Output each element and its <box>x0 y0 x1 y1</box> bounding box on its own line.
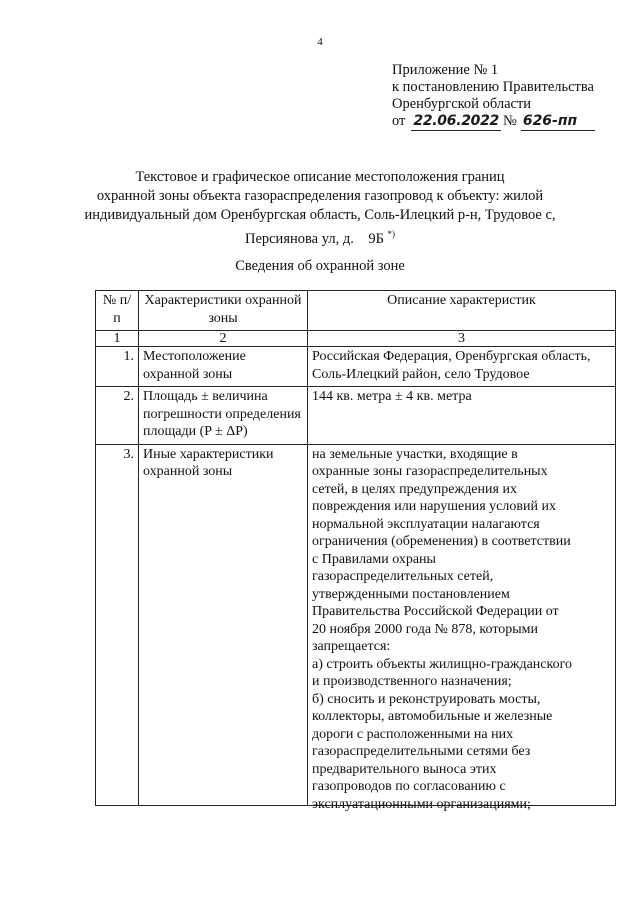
description-line: коллекторы, автомобильные и железные <box>312 709 553 724</box>
document-title <box>60 168 580 249</box>
description-line: эксплуатационными организациями; <box>312 796 531 812</box>
description-line: повреждения или нарушения условий их <box>312 499 556 514</box>
table-header-row <box>96 291 616 331</box>
title-line-3: индивидуальный дом Оренбургская область, Соль-Илецкий р-н, Трудовое с, <box>84 207 556 223</box>
row-description: 144 кв. метра ± 4 кв. метра <box>308 387 616 445</box>
title-line-4 <box>60 225 580 249</box>
header-number: № п/п <box>96 291 139 331</box>
description-line: газораспределительными сетями без <box>312 744 531 759</box>
handwritten-number: 626-пп <box>521 113 595 131</box>
description-line: Правительства Российской Федерации от <box>312 604 559 619</box>
handwritten-date: 22.06.2022 <box>413 113 499 129</box>
description-line: на земельные участки, входящие в <box>312 446 518 462</box>
row-characteristic: Площадь ± величина погрешности определения площади (P ± ΔP) <box>139 387 308 445</box>
description-line: сетей, в целях предупреждения их <box>312 481 517 497</box>
description-line: с Правилами охраны <box>312 551 436 567</box>
header-description: Описание характеристик <box>308 291 616 331</box>
section-subtitle: Сведения об охранной зоне <box>235 258 405 274</box>
number-label: № <box>502 113 517 129</box>
description-line: предварительного выноса этих <box>312 761 497 777</box>
description-line: ограничения (обременения) в соответствии <box>312 534 571 549</box>
table-row <box>96 347 616 387</box>
appendix-line-1: Приложение № 1 <box>392 62 499 78</box>
description-line: 20 ноября 2000 года № 878, которыми <box>312 621 539 637</box>
zone-table <box>95 290 616 812</box>
row-characteristic: Иные характеристики охранной зоны <box>139 444 308 805</box>
table-row <box>96 387 616 445</box>
description-line: дороги с расположенными на них <box>312 726 514 742</box>
title-line-4-text: Персиянова ул, д. 9Б <box>244 230 384 247</box>
description-line: запрещается: <box>312 639 391 654</box>
description-line: и производственного назначения; <box>312 674 512 689</box>
description-line: охранные зоны газораспределительных <box>312 464 548 479</box>
description-line: б) сносить и реконструировать мосты, <box>312 691 541 707</box>
from-label: от <box>392 113 406 129</box>
title-line-2: охранной зоны объекта газораспределения газопровод к объекту: жилой <box>96 188 544 204</box>
header-characteristics: Характеристики охранной зоны <box>139 291 308 331</box>
description-line: газопроводов по согласованию с <box>312 779 506 794</box>
row-number: 1. <box>96 347 139 387</box>
column-number-1: 1 <box>96 331 139 347</box>
appendix-block <box>392 62 595 131</box>
description-line: а) строить объекты жилищно-гражданского <box>312 656 572 672</box>
description-line: нормальной эксплуатации налагаются <box>312 516 540 532</box>
row-description: Российская Федерация, Оренбургская область, Соль-Илецкий район, село Трудовое <box>308 347 616 387</box>
column-number-3: 3 <box>308 331 616 347</box>
page-number: 4 <box>317 36 323 48</box>
appendix-line-3: Оренбургской области <box>392 96 532 112</box>
row-description-multiline <box>308 444 616 812</box>
row-number: 2. <box>96 387 139 445</box>
appendix-line-2: к постановлению Правительства <box>392 79 594 95</box>
description-line: утвержденными постановлением <box>312 586 510 602</box>
column-number-2: 2 <box>139 331 308 347</box>
footnote-mark: *) <box>387 229 396 239</box>
title-line-1: Текстовое и графическое описание местоположения границ <box>135 169 505 185</box>
description-line: газораспределительных сетей, <box>312 569 494 584</box>
column-numbers-row <box>96 331 616 347</box>
table-row <box>96 444 616 805</box>
appendix-date-line <box>392 113 595 131</box>
row-number: 3. <box>96 444 139 805</box>
row-description-lines <box>312 446 611 812</box>
row-characteristic: Местоположение охранной зоны <box>139 347 308 387</box>
